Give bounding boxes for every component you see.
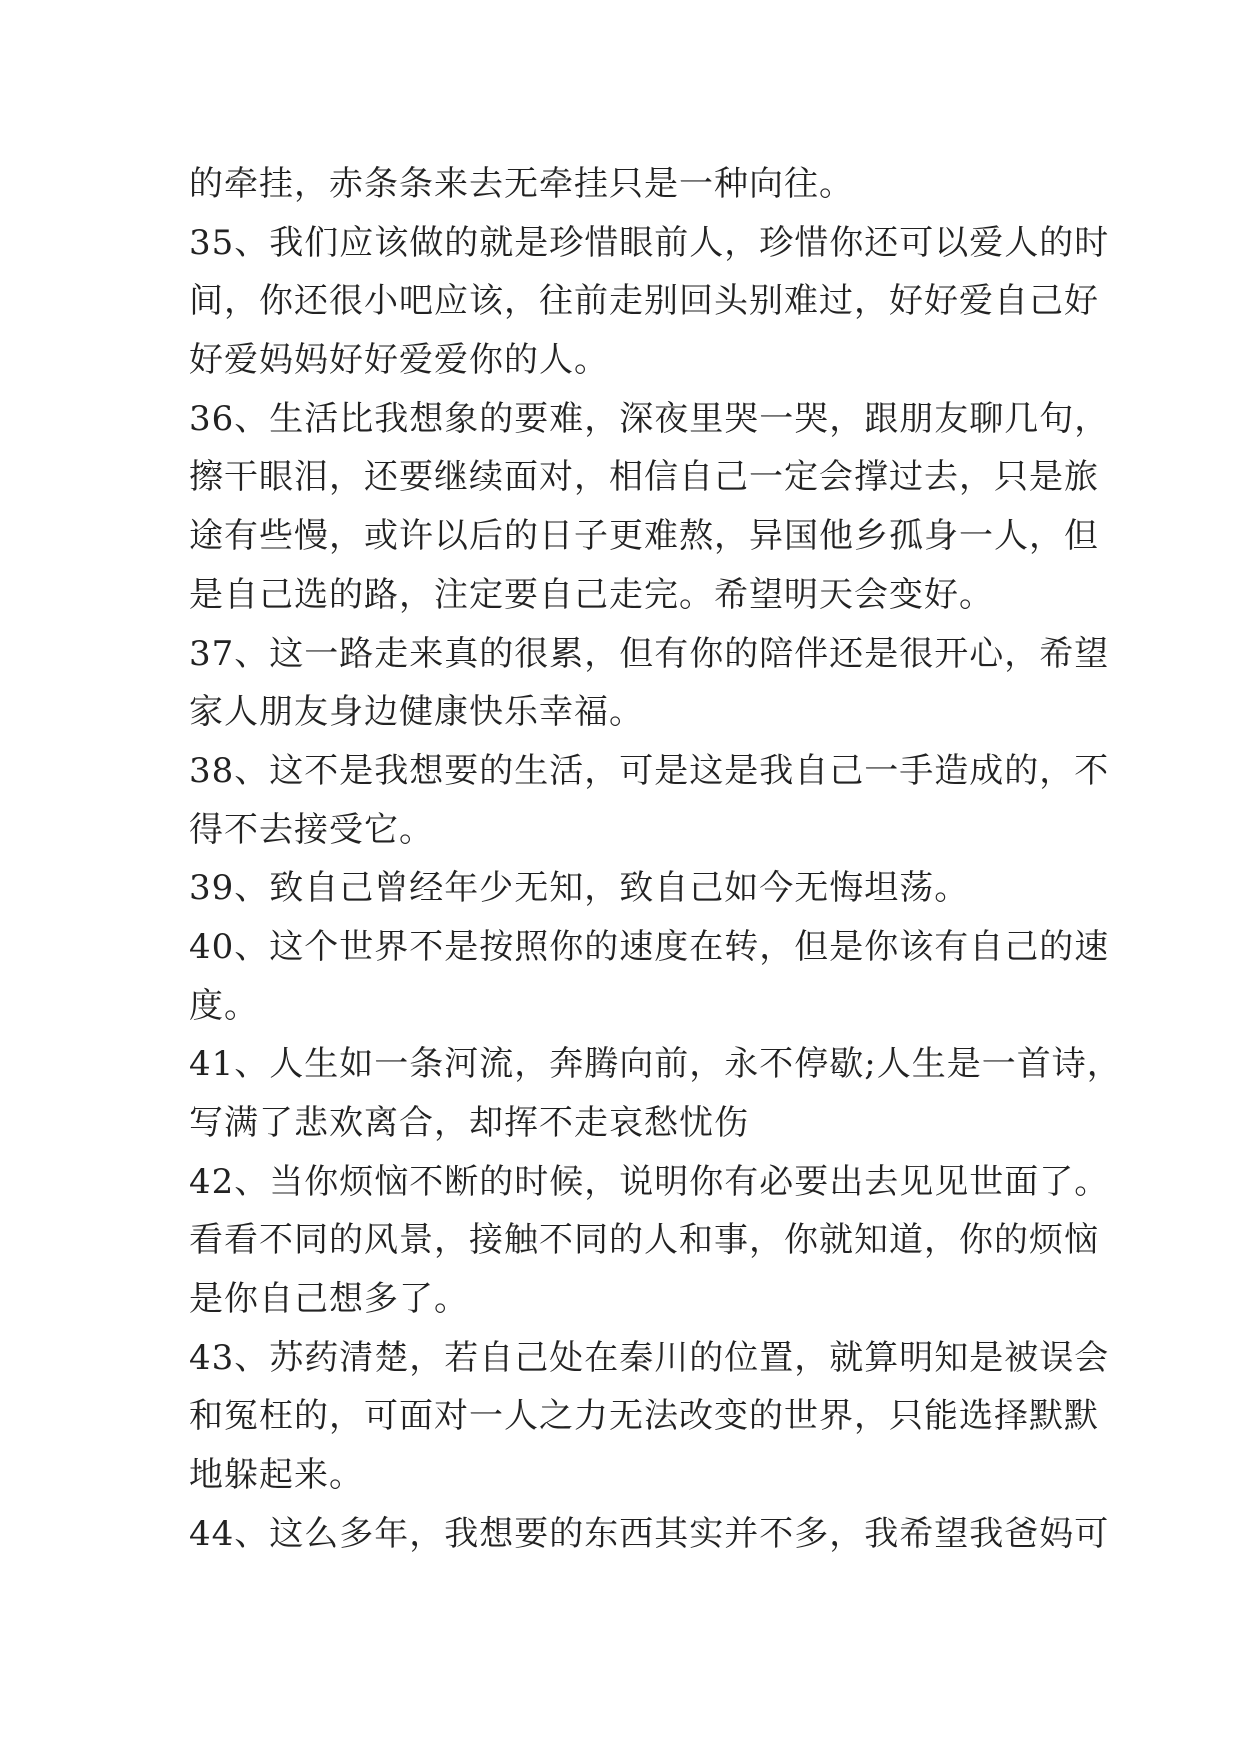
text-line: 37、这一路走来真的很累，但有你的陪伴还是很开心，希望 (189, 633, 1110, 674)
text-line: 得不去接受它。 (189, 809, 434, 850)
text-line: 是你自己想多了。 (189, 1279, 469, 1320)
text-line: 35、我们应该做的就是珍惜眼前人，珍惜你还可以爱人的时 (189, 222, 1110, 263)
text-line: 度。 (189, 985, 259, 1026)
text-line: 看看不同的风景，接触不同的人和事，你就知道，你的烦恼 (189, 1220, 1099, 1261)
text-line: 是自己选的路，注定要自己走完。希望明天会变好。 (189, 574, 994, 615)
body-text (189, 155, 1122, 1564)
text-line: 44、这么多年，我想要的东西其实并不多，我希望我爸妈可 (189, 1513, 1110, 1554)
text-line: 36、生活比我想象的要难，深夜里哭一哭，跟朋友聊几句， (189, 398, 1110, 439)
text-line: 写满了悲欢离合，却挥不走哀愁忧伤 (189, 1103, 749, 1143)
text-line: 擦干眼泪，还要继续面对，相信自己一定会撑过去，只是旅 (189, 457, 1099, 498)
text-line: 好爱妈妈好好爱爱你的人。 (189, 340, 609, 381)
text-line: 和冤枉的，可面对一人之力无法改变的世界，只能选择默默 (189, 1396, 1099, 1437)
text-line: 39、致自己曾经年少无知，致自己如今无悔坦荡。 (189, 868, 970, 909)
text-line: 的牵挂，赤条条来去无牵挂只是一种向往。 (189, 164, 854, 204)
text-line: 38、这不是我想要的生活，可是这是我自己一手造成的，不 (189, 750, 1110, 791)
text-line: 43、苏药清楚，若自己处在秦川的位置，就算明知是被误会 (189, 1337, 1110, 1378)
text-line: 41、人生如一条河流，奔腾向前，永不停歇;人生是一首诗， (189, 1044, 1122, 1085)
text-line: 间，你还很小吧应该，往前走别回头别难过，好好爱自己好 (189, 281, 1099, 322)
text-line: 途有些慢，或许以后的日子更难熬，异国他乡孤身一人，但 (189, 516, 1099, 557)
text-line: 家人朋友身边健康快乐幸福。 (189, 692, 644, 733)
text-line: 地躲起来。 (189, 1455, 364, 1496)
text-line: 42、当你烦恼不断的时候，说明你有必要出去见见世面了。 (189, 1161, 1110, 1202)
text-line: 40、这个世界不是按照你的速度在转，但是你该有自己的速 (189, 926, 1110, 967)
